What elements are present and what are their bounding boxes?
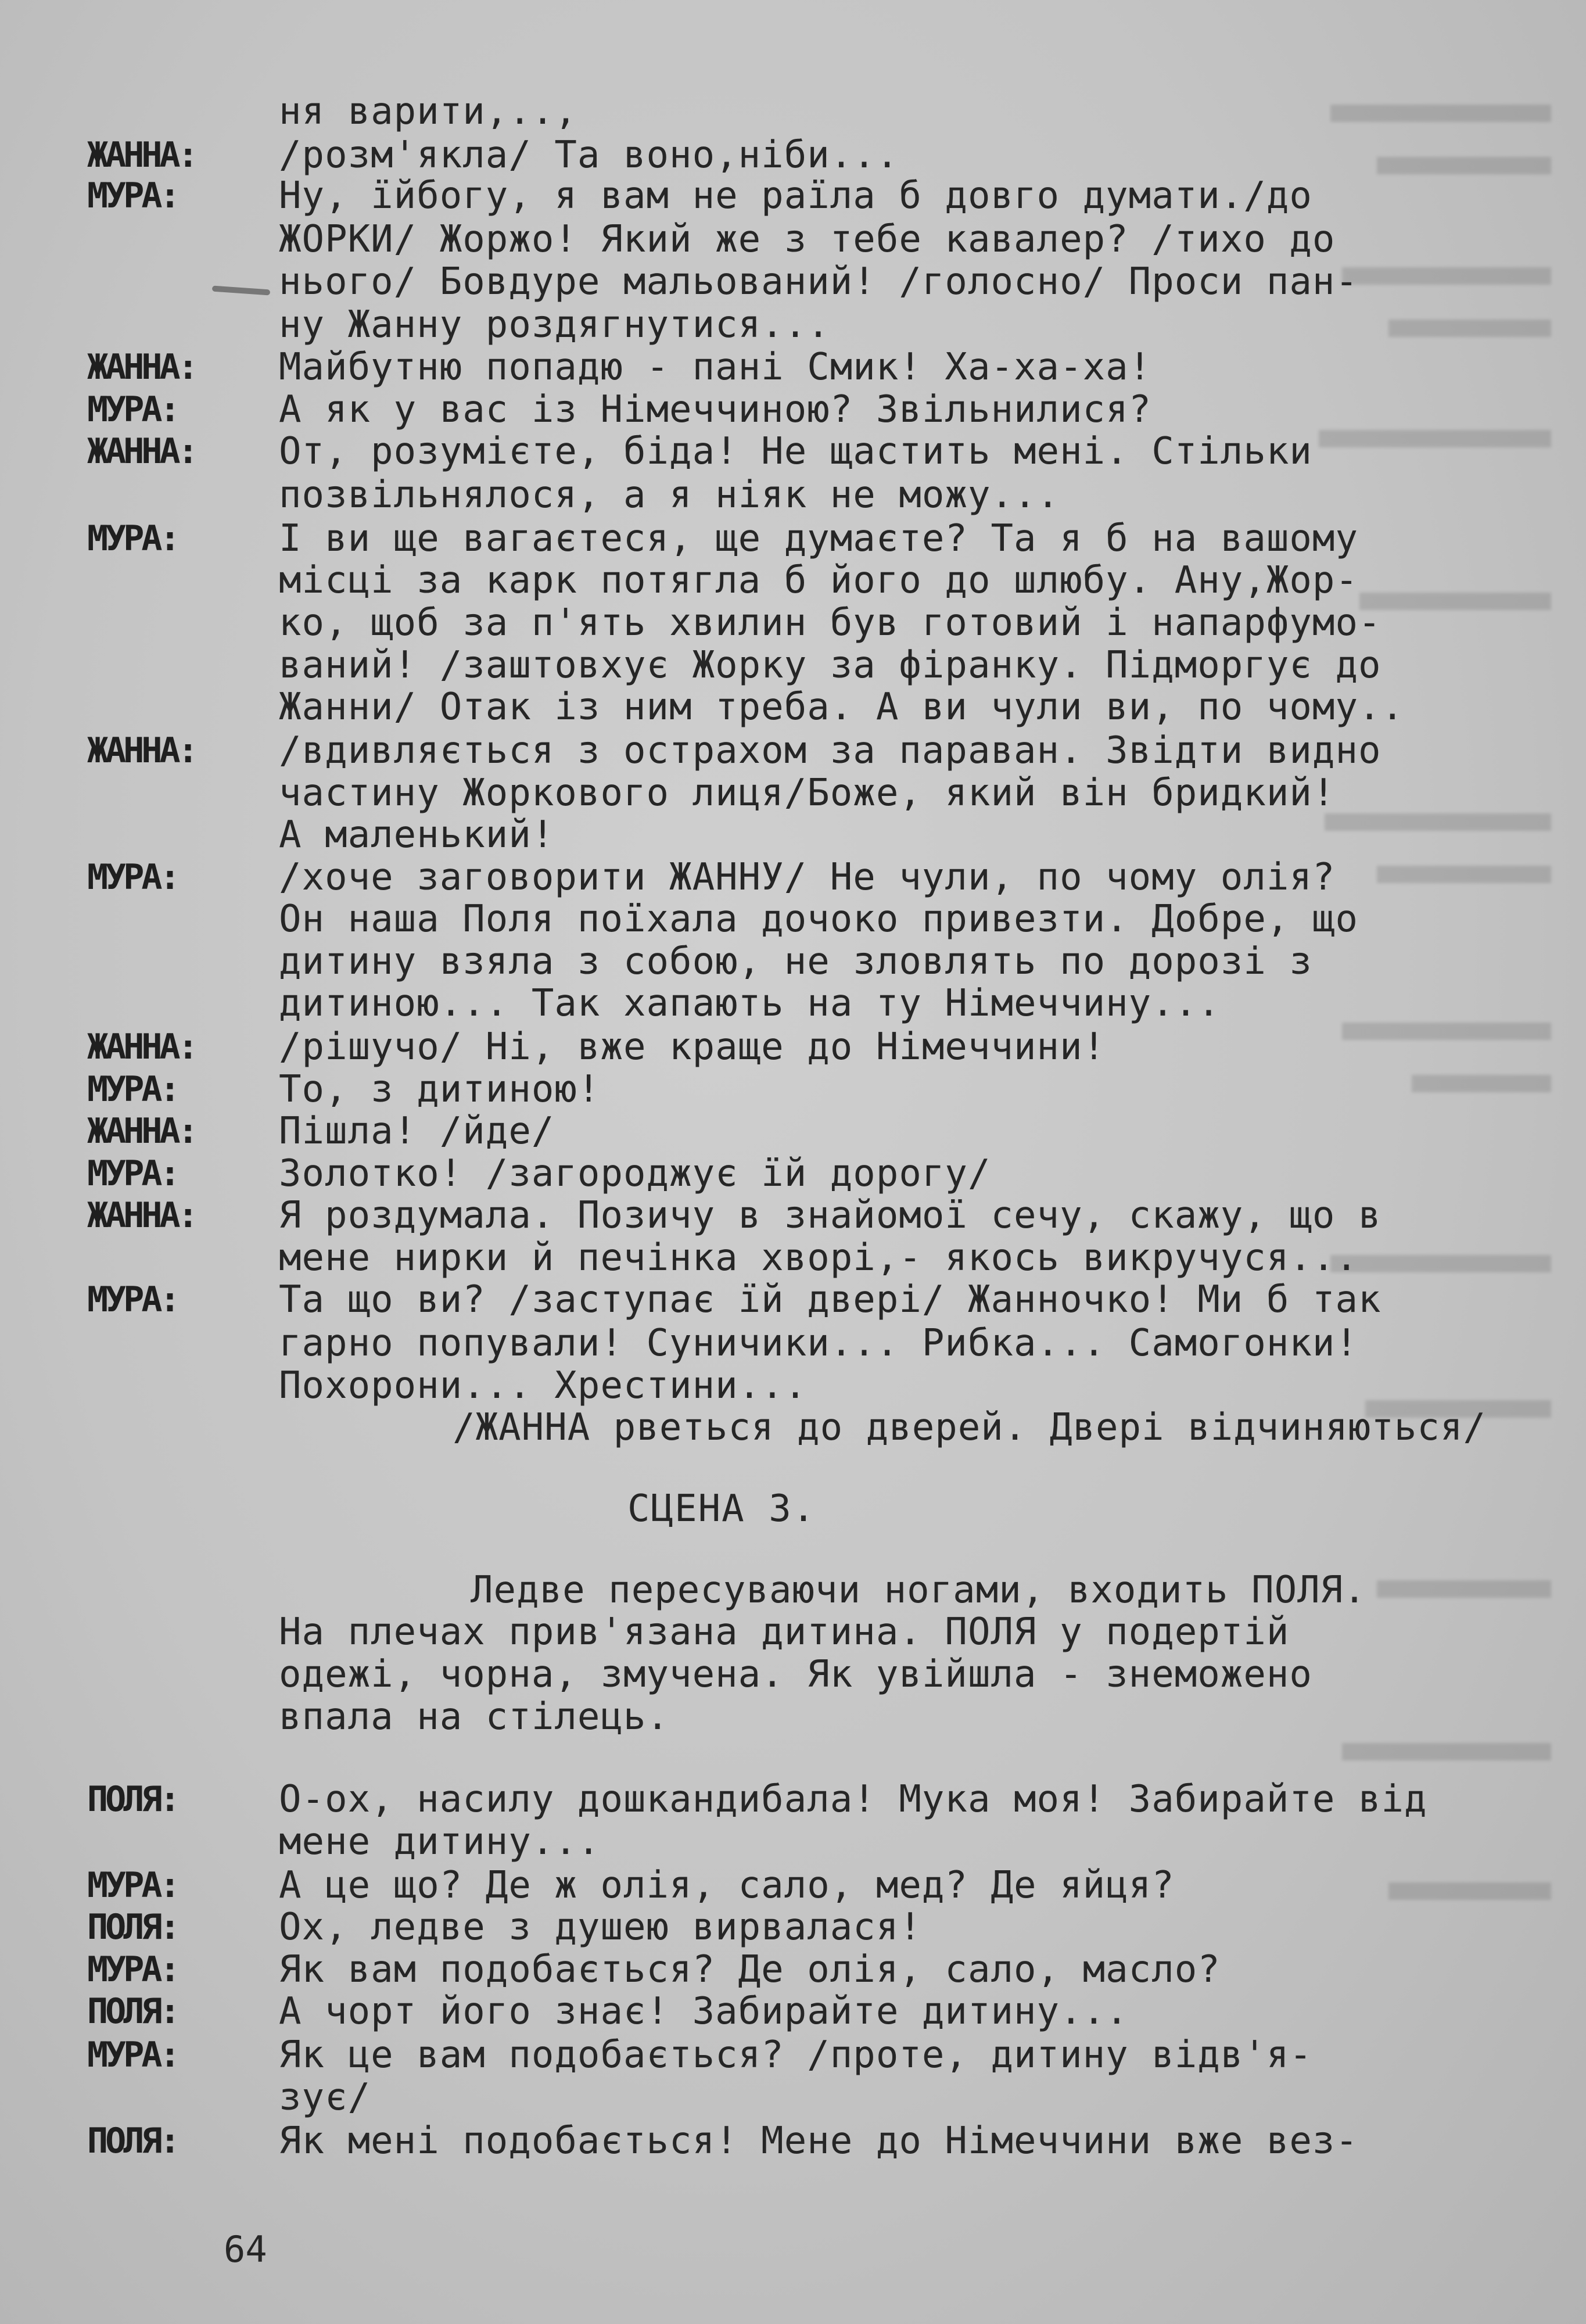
line-text: А маленький!: [279, 813, 555, 856]
script-line: [0, 856, 1569, 899]
line-text: Ох, ледве з душею вирвалася!: [279, 1906, 922, 1949]
line-text: Он наша Поля поїхала дочоко привезти. Добре, що: [279, 898, 1358, 941]
line-text: Майбутню попадю - пані Смик! Ха-ха-ха!: [279, 346, 1152, 389]
script-line: [0, 1948, 1569, 1991]
line-text: Як мені подобається! Мене до Німеччини вже вез-: [279, 2119, 1358, 2162]
script-line: [0, 1820, 1569, 1863]
line-text: От, розумієте, біда! Не щастить мені. Стільки: [279, 430, 1312, 473]
line-text: дитиною... Так хапають на ту Німеччину...: [279, 982, 1221, 1025]
line-text: Жанни/ Отак із ним треба. А ви чули ви, по чому..: [279, 686, 1405, 729]
line-text: /ЖАННА рветься до дверей. Двері відчиняються/: [407, 1406, 1486, 1449]
speaker-name: МУРА:: [87, 1153, 178, 1194]
line-text: ваний! /заштовхує Жорку за фіранку. Підморгує до: [279, 644, 1382, 687]
script-line: [0, 218, 1569, 261]
script-line: [0, 2076, 1569, 2119]
line-text: дитину взяла з собою, не зловлять по дорозі з: [279, 940, 1312, 983]
script-line: [0, 517, 1569, 560]
line-text: Похорони... Хрестини...: [279, 1364, 808, 1407]
script-line: [0, 346, 1569, 389]
line-text: Золотко! /загороджує їй дорогу/: [279, 1152, 991, 1195]
speaker-name: ПОЛЯ:: [87, 1991, 178, 2032]
speaker-name: МУРА:: [87, 389, 178, 430]
script-line: [0, 601, 1569, 644]
speaker-name: ЖАННА:: [87, 1027, 196, 1067]
speaker-name: ЖАННА:: [87, 730, 196, 771]
line-text: ЖОРКИ/ Жоржо! Який же з тебе кавалер? /тихо до: [279, 218, 1336, 261]
line-text: ну Жанну роздягнутися...: [279, 303, 830, 346]
speaker-name: ЖАННА:: [87, 347, 196, 388]
page-number: 64: [224, 2228, 267, 2271]
script-line: [0, 1278, 1569, 1321]
script-line: [0, 388, 1569, 431]
speaker-name: ЖАННА:: [87, 1195, 196, 1236]
line-text: ко, щоб за п'ять хвилин був готовий і напарфумо-: [279, 601, 1382, 644]
script-line: [0, 1569, 1569, 1612]
line-text: І ви ще вагаєтеся, ще думаєте? Та я б на вашому: [279, 517, 1358, 560]
line-text: Ну, їйбогу, я вам не раїла б довго думати./до: [279, 174, 1312, 217]
line-text: /вдивляється з острахом за параван. Звідти видно: [279, 729, 1382, 772]
script-line: [0, 559, 1569, 602]
script-line: [0, 1778, 1569, 1821]
script-line: [0, 940, 1569, 983]
line-text: Пішла! /йде/: [279, 1110, 555, 1153]
script-line: [0, 1653, 1569, 1696]
line-text: Та що ви? /заступає їй двері/ Жанночко! Ми б так: [279, 1278, 1382, 1321]
line-text: зує/: [279, 2076, 371, 2119]
speaker-name: МУРА:: [87, 857, 178, 898]
script-line: [0, 474, 1569, 517]
script-line: [0, 982, 1569, 1025]
script-line: [0, 2119, 1569, 2162]
line-text: А це що? Де ж олія, сало, мед? Де яйця?: [279, 1864, 1175, 1907]
line-text: мене нирки й печінка хворі,- якось викручуся...: [279, 1236, 1358, 1279]
line-text: Як вам подобається? Де олія, сало, масло?: [279, 1948, 1221, 1991]
script-line: [0, 1236, 1569, 1279]
script-line: [0, 1695, 1569, 1738]
speaker-name: ЖАННА:: [87, 135, 196, 175]
speaker-name: МУРА:: [87, 1949, 178, 1990]
line-text: /розм'якла/ Та воно,ніби...: [279, 134, 899, 177]
script-line: [0, 1025, 1569, 1068]
speaker-name: ПОЛЯ:: [87, 1907, 178, 1948]
speaker-name: МУРА:: [87, 1865, 178, 1906]
script-line: [0, 174, 1569, 217]
script-line: [0, 90, 1569, 133]
line-text: мене дитину...: [279, 1820, 601, 1863]
script-line: [0, 1322, 1569, 1365]
speaker-name: МУРА:: [87, 2035, 178, 2075]
script-line: [0, 1068, 1569, 1111]
line-text: Ледве пересуваючи ногами, входить ПОЛЯ.: [471, 1569, 1366, 1612]
script-line: [0, 1990, 1569, 2033]
script-line: [0, 644, 1569, 687]
line-text: частину Жоркового лиця/Боже, який він бридкий!: [279, 772, 1336, 815]
line-text: /рішучо/ Ні, вже краще до Німеччини!: [279, 1025, 1106, 1068]
script-line: [0, 1406, 1569, 1449]
speaker-name: МУРА:: [87, 1279, 178, 1320]
script-line: [0, 134, 1569, 177]
script-line: [0, 1152, 1569, 1195]
script-line: [0, 1364, 1569, 1407]
line-text: впала на стілець.: [279, 1695, 670, 1738]
script-line: [0, 430, 1569, 473]
script-line: [0, 1906, 1569, 1949]
script-line: [0, 303, 1569, 346]
line-text: одежі, чорна, змучена. Як увійшла - знеможено: [279, 1653, 1312, 1696]
line-text: А як у вас із Німеччиною? Звільнилися?: [279, 388, 1152, 431]
speaker-name: МУРА:: [87, 175, 178, 216]
line-text: Я роздумала. Позичу в знайомої сечу, скажу, що в: [279, 1194, 1382, 1237]
line-text: То, з дитиною!: [279, 1068, 601, 1111]
script-line: [0, 1194, 1569, 1237]
line-text: На плечах прив'язана дитина. ПОЛЯ у подертій: [279, 1611, 1290, 1654]
script-line: [0, 729, 1569, 772]
line-text: Як це вам подобається? /проте, дитину відв'я-: [279, 2033, 1312, 2076]
script-line: [0, 898, 1569, 941]
line-text: гарно попували! Суничики... Рибка... Самогонки!: [279, 1322, 1358, 1365]
script-line: [0, 2033, 1569, 2076]
script-line: [0, 1864, 1569, 1907]
script-line: [0, 1110, 1569, 1153]
line-text: нього/ Бовдуре мальований! /голосно/ Проси пан-: [279, 260, 1358, 303]
script-line: [0, 772, 1569, 815]
speaker-name: ЖАННА:: [87, 431, 196, 472]
line-text: /хоче заговорити ЖАННУ/ Не чули, по чому олія?: [279, 856, 1336, 899]
line-text: позвільнялося, а я ніяк не можу...: [279, 474, 1060, 517]
script-line: [0, 813, 1569, 856]
line-text: місці за карк потягла б його до шлюбу. Ану,Жор-: [279, 559, 1358, 602]
scene-title: СЦЕНА 3.: [627, 1487, 816, 1530]
speaker-name: ПОЛЯ:: [87, 2121, 178, 2161]
script-line: [0, 1611, 1569, 1654]
speaker-name: МУРА:: [87, 1069, 178, 1110]
script-line: [0, 260, 1569, 303]
line-text: О-ох, насилу дошкандибала! Мука моя! Забирайте від: [279, 1778, 1427, 1821]
speaker-name: МУРА:: [87, 518, 178, 559]
line-text: ня варити,..,: [279, 90, 577, 133]
speaker-name: ЖАННА:: [87, 1111, 196, 1152]
script-line: [0, 686, 1569, 729]
line-text: А чорт його знає! Забирайте дитину...: [279, 1990, 1129, 2033]
speaker-name: ПОЛЯ:: [87, 1779, 178, 1820]
